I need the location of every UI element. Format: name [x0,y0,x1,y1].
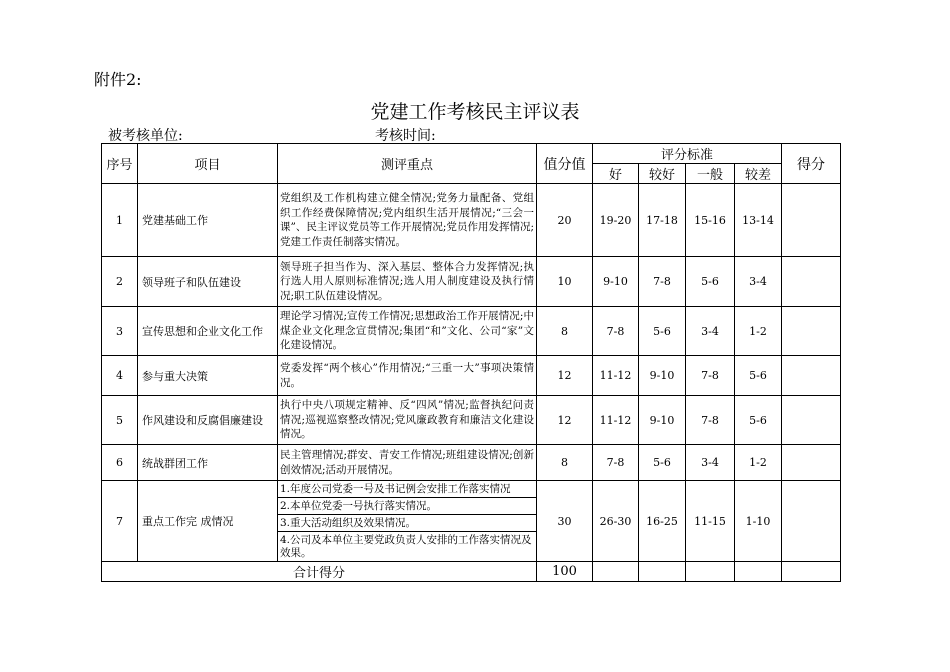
table-row [102,356,841,396]
table-row [102,481,841,498]
total-empty-cell [593,562,639,582]
grade-average: 5-6 [686,257,735,307]
header-score: 得分 [782,144,841,184]
grade-average: 7-8 [686,356,735,396]
row-seq: 1 [102,184,138,257]
grade-fairly-good: 5-6 [639,307,686,356]
score-cell[interactable] [782,445,841,481]
total-points: 100 [537,562,593,582]
total-row [102,562,841,582]
grade-average: 7-8 [686,396,735,445]
grade-poor: 5-6 [735,396,782,445]
grade-good: 7-8 [593,445,639,481]
grade-fairly-good: 9-10 [639,396,686,445]
row-item: 参与重大决策 [138,356,278,396]
row-item: 统战群团工作 [138,445,278,481]
total-score-cell[interactable] [782,562,841,582]
total-empty-cell [735,562,782,582]
row-item: 重点工作完 成情况 [138,481,278,562]
grade-average: 11-15 [686,481,735,562]
grade-poor: 5-6 [735,356,782,396]
row-points: 30 [537,481,593,562]
table-row [102,445,841,481]
grade-poor: 3-4 [735,257,782,307]
grade-good: 11-12 [593,396,639,445]
score-cell[interactable] [782,481,841,562]
grade-poor: 1-2 [735,307,782,356]
grade-fairly-good: 7-8 [639,257,686,307]
header-focus: 测评重点 [278,144,537,184]
row-sub-criteria: 2.本单位党委一号执行落实情况。 [278,498,537,515]
header-grade-poor: 较差 [735,164,782,184]
row-seq: 4 [102,356,138,396]
row-criteria: 执行中央八项规定精神、反“四风”情况;监督执纪问责情况;巡视巡察整改情况;党风廉政教育和廉洁文化建设情况。 [278,396,537,445]
grade-poor: 1-10 [735,481,782,562]
row-seq: 6 [102,445,138,481]
row-item: 作风建设和反腐倡廉建设 [138,396,278,445]
row-sub-criteria: 4.公司及本单位主要党政负责人安排的工作落实情况及效果。 [278,532,537,562]
row-item: 党建基础工作 [138,184,278,257]
grade-poor: 1-2 [735,445,782,481]
evaluation-table [101,143,841,582]
grade-good: 7-8 [593,307,639,356]
total-empty-cell [639,562,686,582]
row-criteria: 理论学习情况;宣传工作情况;思想政治工作开展情况;中煤企业文化理念宣贯情况;集团“和”文化、公司“家”文化建设情况。 [278,307,537,356]
row-sub-criteria: 1.年度公司党委一号及书记例会安排工作落实情况 [278,481,537,498]
grade-average: 3-4 [686,307,735,356]
row-points: 8 [537,445,593,481]
grade-poor: 13-14 [735,184,782,257]
header-item: 项目 [138,144,278,184]
assessment-time-label: 考核时间: [375,128,436,144]
header-standard: 评分标准 [593,144,782,164]
header-grade-good: 好 [593,164,639,184]
grade-fairly-good: 9-10 [639,356,686,396]
row-points: 8 [537,307,593,356]
grade-good: 19-20 [593,184,639,257]
row-points: 12 [537,396,593,445]
grade-fairly-good: 16-25 [639,481,686,562]
score-cell[interactable] [782,396,841,445]
table-row [102,307,841,356]
row-item: 领导班子和队伍建设 [138,257,278,307]
score-cell[interactable] [782,257,841,307]
table-row [102,257,841,307]
grade-good: 9-10 [593,257,639,307]
table-row [102,184,841,257]
row-points: 10 [537,257,593,307]
score-cell[interactable] [782,356,841,396]
row-seq: 5 [102,396,138,445]
score-cell[interactable] [782,184,841,257]
row-seq: 3 [102,307,138,356]
total-label: 合计得分 [102,562,537,582]
row-criteria: 民主管理情况;群安、青安工作情况;班组建设情况;创新创效情况;活动开展情况。 [278,445,537,481]
row-points: 12 [537,356,593,396]
row-criteria: 党委发挥“两个核心”作用情况;“三重一大”事项决策情况。 [278,356,537,396]
row-points: 20 [537,184,593,257]
grade-fairly-good: 17-18 [639,184,686,257]
grade-good: 11-12 [593,356,639,396]
header-seq: 序号 [102,144,138,184]
row-seq: 2 [102,257,138,307]
grade-average: 15-16 [686,184,735,257]
table-row [102,396,841,445]
header-grade-average: 一般 [686,164,735,184]
row-criteria: 党组织及工作机构建立健全情况;党务力量配备、党组织工作经费保障情况;党内组织生活开展情况;“三会一课”、民主评议党员等工作开展情况;党员作用发挥情况;党建工作责任制落实情况。 [278,184,537,257]
page-title: 党建工作考核民主评议表 [370,101,580,123]
header-grade-fairly-good: 较好 [639,164,686,184]
total-empty-cell [686,562,735,582]
score-cell[interactable] [782,307,841,356]
grade-average: 3-4 [686,445,735,481]
row-seq: 7 [102,481,138,562]
row-criteria: 领导班子担当作为、深入基层、整体合力发挥情况;执行选人用人原则标准情况;选人用人制度建设及执行情况;职工队伍建设情况。 [278,257,537,307]
header-points: 值分值 [537,144,593,184]
attachment-label: 附件2: [94,70,142,89]
grade-fairly-good: 5-6 [639,445,686,481]
grade-good: 26-30 [593,481,639,562]
row-sub-criteria: 3.重大活动组织及效果情况。 [278,515,537,532]
assessed-unit-label: 被考核单位: [108,128,183,144]
row-item: 宣传思想和企业文化工作 [138,307,278,356]
